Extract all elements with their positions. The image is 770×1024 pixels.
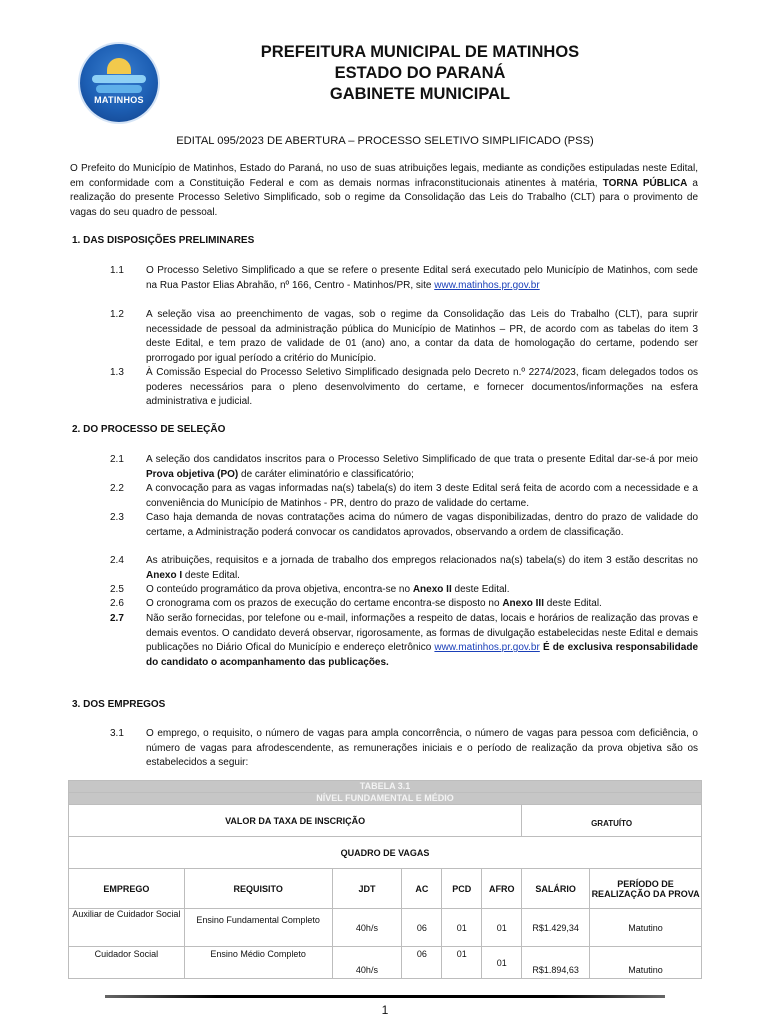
page-number: 1 bbox=[381, 1003, 389, 1017]
logo-text: MATINHOS bbox=[94, 95, 144, 105]
list-item bbox=[110, 612, 698, 670]
cell-jdt: 40h/s bbox=[332, 947, 402, 979]
item-text: À Comissão Especial do Processo Seletivo Simplificado designada pelo Decreto n.º 2274/2023, ficam delegados todos os poderes necessários para o pleno desenvolvimento do certame, e fornecer documentos/informações na esfera administrativa e judicial. bbox=[146, 367, 698, 408]
fee-label: VALOR DA TAXA DE INSCRIÇÃO bbox=[69, 805, 522, 837]
item-text: Caso haja demanda de novas contratações acima do número de vagas disponibilizadas, dentro do prazo de validade do certame, a Administração poderá convocar os candidatos aprovados, observando a ordem de classificação. bbox=[146, 512, 698, 538]
item-text: deste Edital. bbox=[182, 569, 240, 581]
item-text: O conteúdo programático da prova objetiva, encontra-se no bbox=[146, 584, 413, 595]
cell-periodo: Matutino bbox=[590, 909, 702, 947]
cell-pcd: 01 bbox=[442, 909, 482, 947]
footer-divider bbox=[105, 995, 665, 998]
cell-salario: R$1.894,63 bbox=[522, 947, 590, 979]
item-text: de caráter eliminatório e classificatório; bbox=[238, 468, 414, 480]
cell-ac: 06 bbox=[402, 947, 442, 979]
table-banner: NÍVEL FUNDAMENTAL E MÉDIO bbox=[69, 793, 702, 805]
list-item bbox=[110, 366, 698, 410]
cell-emprego: Cuidador Social bbox=[69, 947, 185, 979]
section-title: 1. DAS DISPOSIÇÕES PRELIMINARES bbox=[72, 235, 255, 246]
header-line: PREFEITURA MUNICIPAL DE MATINHOS bbox=[260, 43, 580, 61]
item-bold: Anexo I bbox=[146, 569, 183, 581]
municipal-logo bbox=[80, 44, 158, 122]
cell-afro: 01 bbox=[482, 947, 522, 979]
column-header: AFRO bbox=[482, 869, 522, 909]
list-item bbox=[110, 511, 698, 540]
cell-emprego: Auxiliar de Cuidador Social bbox=[69, 909, 185, 947]
cell-pcd: 01 bbox=[442, 947, 482, 979]
item-number: 1.3 bbox=[110, 367, 124, 378]
item-number: 2.3 bbox=[110, 512, 124, 523]
section-title: 3. DOS EMPREGOS bbox=[72, 699, 166, 710]
table-row bbox=[69, 909, 702, 947]
fee-value: GRATUÍTO bbox=[522, 805, 702, 837]
item-text: A convocação para as vagas informadas na(s) tabela(s) do item 3 deste Edital será feita de acordo com a necessidade e a conveniência do Município de Matinhos - PR, dentro do prazo de validade do certame. bbox=[146, 483, 698, 509]
list-item bbox=[110, 482, 698, 511]
item-text: deste Edital. bbox=[544, 598, 602, 609]
cell-ac: 06 bbox=[402, 909, 442, 947]
list-item bbox=[110, 308, 698, 366]
column-header: REQUISITO bbox=[184, 869, 332, 909]
item-text: O cronograma com os prazos de execução do certame encontra-se disposto no bbox=[146, 598, 503, 609]
column-header: SALÁRIO bbox=[522, 869, 590, 909]
item-number: 2.5 bbox=[110, 584, 124, 595]
column-header: PCD bbox=[442, 869, 482, 909]
list-item bbox=[110, 264, 698, 293]
item-number: 2.2 bbox=[110, 483, 124, 494]
item-bold: Anexo III bbox=[502, 598, 544, 609]
document-header bbox=[190, 42, 650, 105]
edital-title: EDITAL 095/2023 DE ABERTURA – PROCESSO SELETIVO SIMPLIFICADO (PSS) bbox=[176, 135, 594, 147]
header-line: GABINETE MUNICIPAL bbox=[329, 85, 511, 103]
cell-periodo: Matutino bbox=[590, 947, 702, 979]
list-item bbox=[110, 727, 698, 771]
cell-jdt: 40h/s bbox=[332, 909, 402, 947]
list-item bbox=[110, 597, 698, 612]
item-number: 1.2 bbox=[110, 309, 124, 320]
column-header: EMPREGO bbox=[69, 869, 185, 909]
intro-text: a realização do presente Processo Seletivo Simplificado, sob o regime da Consolidação das Leis do Trabalho (CLT) para o provimento de vagas do seu quadro de pessoal. bbox=[70, 177, 698, 218]
item-number: 2.1 bbox=[110, 454, 124, 465]
cell-salario: R$1.429,34 bbox=[522, 909, 590, 947]
item-number: 3.1 bbox=[110, 728, 124, 739]
intro-bold: TORNA PÚBLICA bbox=[602, 177, 688, 189]
item-text: Não serão fornecidas, por telefone ou e-mail, informações a respeito de datas, locais e horários de realização das provas e demais eventos. O candidato deverá observar, rigorosamente, as formas de divulgação estabelecidas neste Edital e demais publicações no Diário Ofical do Município e endereço eletrônico bbox=[146, 613, 698, 654]
item-number: 2.6 bbox=[110, 598, 124, 609]
site-link[interactable]: www.matinhos.pr.gov.br bbox=[434, 279, 540, 291]
item-text: deste Edital. bbox=[451, 584, 510, 595]
cell-requisito: Ensino Médio Completo bbox=[184, 947, 332, 979]
item-text: O emprego, o requisito, o número de vagas para ampla concorrência, o número de vagas para pessoa com deficiência, o número de vagas para afrodescendente, as remunerações iniciais e o período de realização da prova objetiva são os estabelecidos a seguir: bbox=[146, 728, 698, 769]
item-text: As atribuições, requisitos e a jornada de trabalho dos empregos relacionados na(s) tabela(s) do item 3 estão descritas no bbox=[146, 555, 698, 566]
section-title: 2. DO PROCESSO DE SELEÇÃO bbox=[72, 424, 226, 435]
wave-shape bbox=[92, 75, 146, 83]
item-bold: Anexo II bbox=[412, 584, 452, 595]
table-row bbox=[69, 947, 702, 979]
item-text: A seleção visa ao preenchimento de vagas, sob o regime da Consolidação das Leis do Trabalho (CLT), para suprir necessidade de pessoal da administração pública do Município de Matinhos – PR, de acordo com as tabelas do item 3 deste Edital, e tem prazo de validade de 01 (ano) ano, a contar da data de homologação do certame, podendo ser prorrogado por igual período a critério do Município. bbox=[146, 309, 698, 364]
cell-requisito: Ensino Fundamental Completo bbox=[184, 909, 332, 947]
table-banner: TABELA 3.1 bbox=[69, 781, 702, 793]
item-bold: É de exclusiva responsabilidade do candidato o acompanhamento das publicações. bbox=[146, 642, 698, 668]
cell-afro: 01 bbox=[482, 909, 522, 947]
item-number: 2.4 bbox=[110, 555, 124, 566]
vagas-label: QUADRO DE VAGAS bbox=[69, 837, 702, 869]
list-item bbox=[110, 453, 698, 482]
vacancy-table bbox=[68, 780, 702, 979]
list-item bbox=[110, 583, 698, 598]
item-text: A seleção dos candidatos inscritos para o Processo Seletivo Simplificado de que trata o presente Edital dar-se-á por meio bbox=[146, 454, 698, 465]
item-number: 2.7 bbox=[110, 613, 124, 624]
column-header: PERÍODO DE REALIZAÇÃO DA PROVA bbox=[590, 869, 702, 909]
list-item bbox=[110, 554, 698, 583]
site-link[interactable]: www.matinhos.pr.gov.br bbox=[434, 642, 540, 654]
sun-shape bbox=[107, 58, 131, 74]
header-line: ESTADO DO PARANÁ bbox=[334, 64, 506, 82]
intro-paragraph bbox=[70, 162, 698, 220]
item-bold: Prova objetiva (PO) bbox=[146, 468, 239, 480]
item-text: O Processo Seletivo Simplificado a que se refere o presente Edital será executado pelo Município de Matinhos, com sede na Rua Pastor Elias Abrahão, nº 166, Centro - Matinhos/PR, site bbox=[146, 265, 698, 291]
item-number: 1.1 bbox=[110, 265, 124, 276]
column-header: AC bbox=[402, 869, 442, 909]
column-header: JDT bbox=[332, 869, 402, 909]
intro-text: O Prefeito do Município de Matinhos, Estado do Paraná, no uso de suas atribuições legais, mediante as condições estipuladas neste Edital, em conformidade com a Constituição Federal e com as demais normas infraconstitucionais atinentes à matéria, bbox=[70, 163, 698, 189]
wave-shape bbox=[96, 85, 142, 93]
